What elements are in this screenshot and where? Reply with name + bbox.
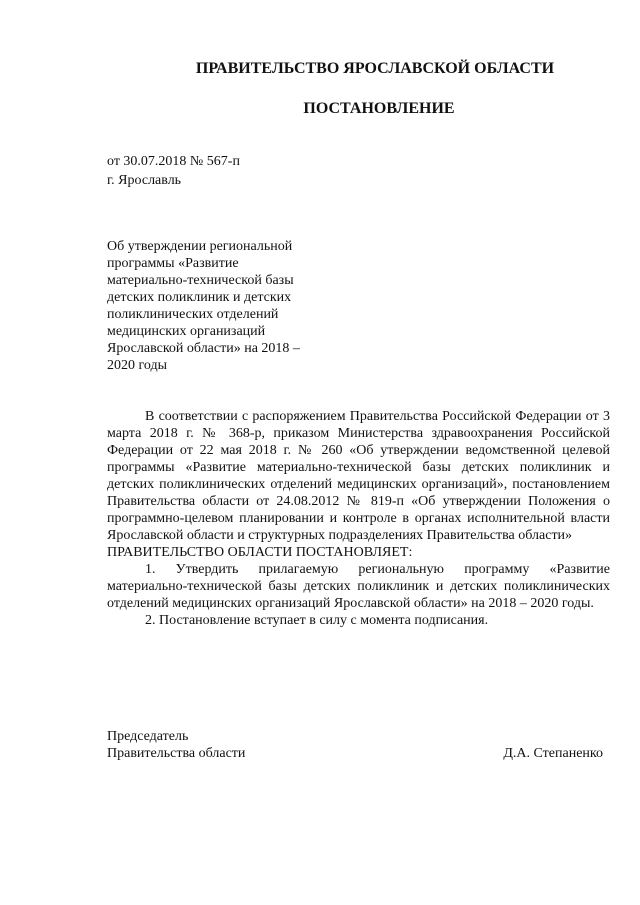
preamble-paragraph: В соответствии с распоряжением Правительства Российской Федерации от 3 марта 2018 г. № 368-р, приказом Министерства здравоохранения Российской Федерации от 22 мая 2018 г. № 260 «Об утверждении ведомственной целевой программы «Развитие материально-технической базы детских поликлиник и детских поликлинических отделений медицинских организаций», постановлением Правительства области от 24.08.2012 № 819-п «Об утверждении Положения о программно-целевом планировании и контроле в органах исполнительной власти Ярославской области и структурных подразделениях Правительства области» bbox=[107, 409, 610, 543]
signature-row bbox=[107, 745, 603, 762]
document-meta bbox=[107, 152, 240, 190]
subject-line: детских поликлиник и детских bbox=[107, 290, 292, 305]
item-1-paragraph: 1. Утвердить прилагаемую региональную программу «Развитие материально-технической базы детских поликлиник и детских поликлинических отделений медицинских организаций Ярославской области» на 2018 – 2020 годы. bbox=[107, 562, 610, 611]
item-2-paragraph: 2. Постановление вступает в силу с момента подписания. bbox=[145, 613, 489, 628]
resolves-line: ПРАВИТЕЛЬСТВО ОБЛАСТИ ПОСТАНОВЛЯЕТ: bbox=[107, 545, 413, 560]
subject-line: Ярославской области» на 2018 – bbox=[107, 341, 300, 356]
signer-name: Д.А. Степаненко bbox=[503, 746, 603, 761]
signer-position-line1: Председатель bbox=[107, 729, 189, 744]
subject-line: программы «Развитие bbox=[107, 256, 239, 271]
signer-position-line2: Правительства области bbox=[107, 746, 246, 761]
signature-block bbox=[107, 728, 603, 762]
document-body bbox=[107, 408, 610, 629]
document-subject bbox=[107, 238, 357, 374]
subject-line: поликлинических отделений bbox=[107, 307, 279, 322]
subject-line: 2020 годы bbox=[107, 358, 168, 373]
subject-line: Об утверждении региональной bbox=[107, 239, 293, 254]
date-number: от 30.07.2018 № 567-п bbox=[107, 154, 240, 169]
subject-line: медицинских организаций bbox=[107, 324, 266, 339]
document-type: ПОСТАНОВЛЕНИЕ bbox=[303, 100, 455, 117]
government-title: ПРАВИТЕЛЬСТВО ЯРОСЛАВСКОЙ ОБЛАСТИ bbox=[195, 60, 555, 77]
city: г. Ярославль bbox=[107, 173, 182, 188]
subject-line: материально-технической базы bbox=[107, 273, 294, 288]
